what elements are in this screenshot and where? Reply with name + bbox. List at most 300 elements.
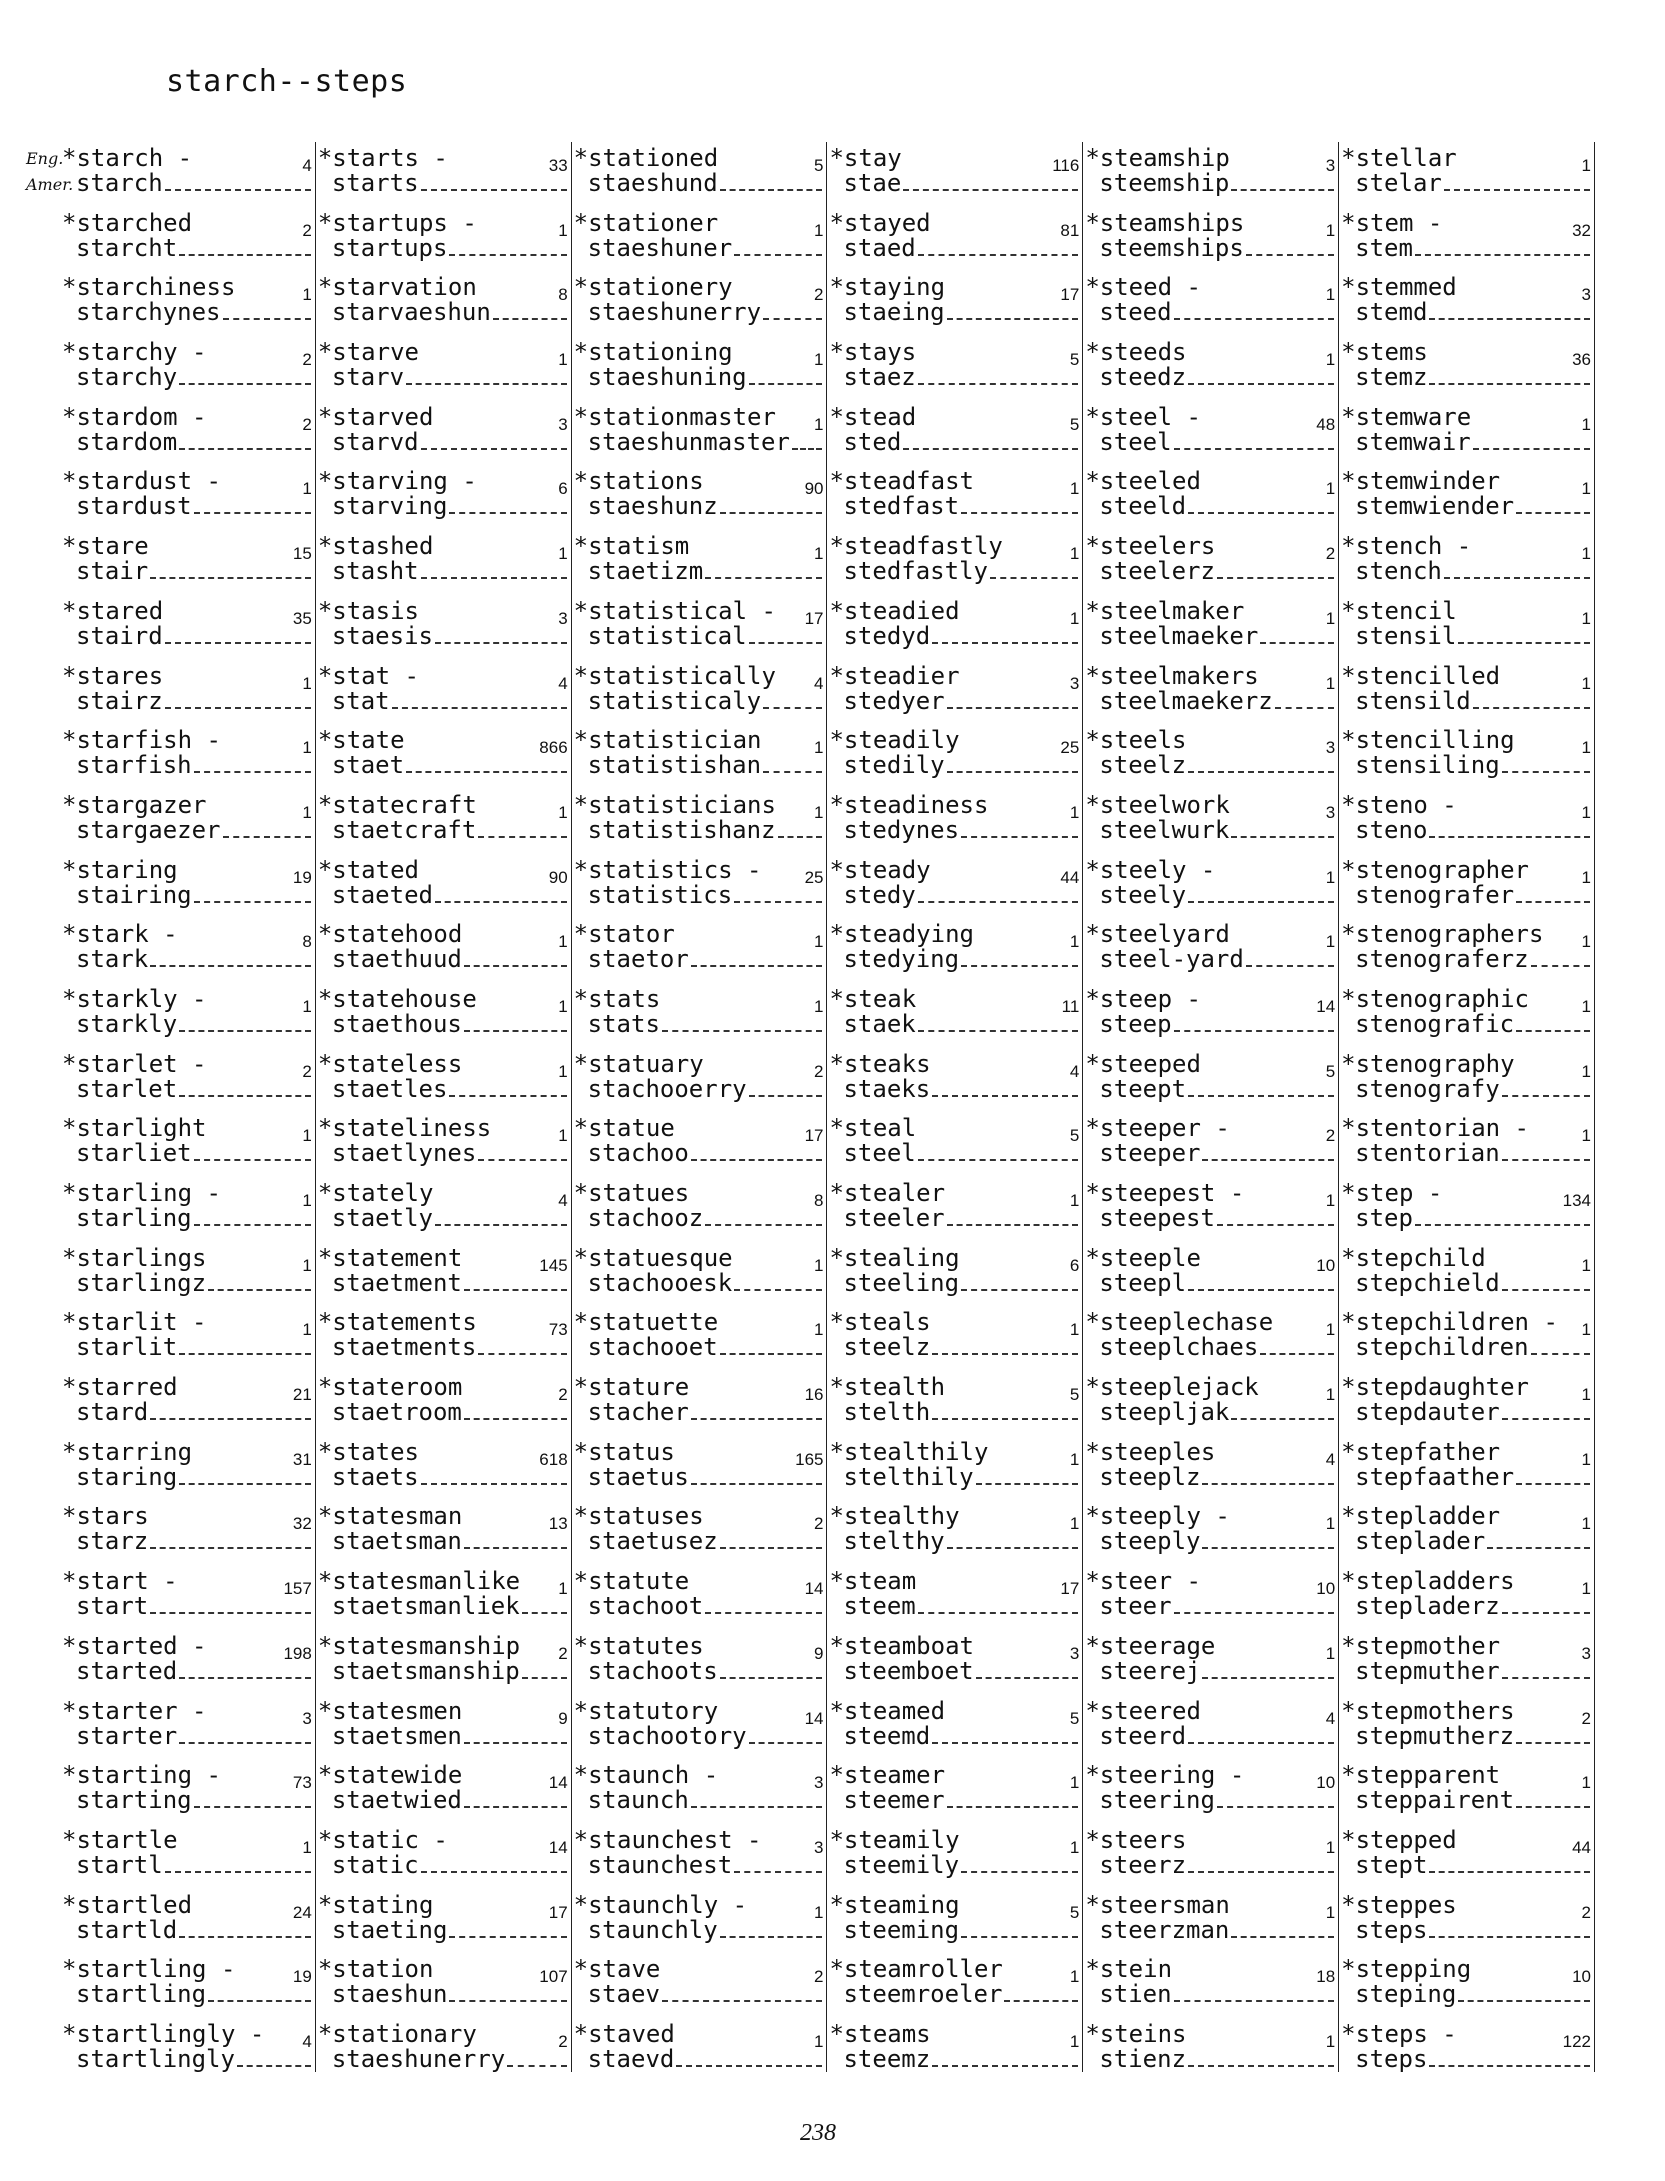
word-entry	[572, 1500, 828, 1565]
english-spelling: *stations	[573, 467, 704, 496]
dot-leader	[720, 1547, 823, 1549]
dot-leader	[464, 1289, 567, 1291]
frequency-count: 17	[804, 1126, 824, 1146]
frequency-count: 1	[558, 1061, 568, 1081]
english-spelling: *stemwinder	[1341, 467, 1501, 496]
frequency-count: 1	[1581, 414, 1591, 434]
frequency-count: 21	[292, 1385, 312, 1405]
frequency-count: 44	[1060, 867, 1080, 887]
dot-leader	[194, 512, 311, 514]
word-entry	[572, 2018, 828, 2072]
american-spelling: staetment	[331, 1268, 462, 1297]
dot-leader	[1188, 383, 1334, 385]
dot-leader	[1246, 965, 1334, 967]
english-spelling: *steer -	[1085, 1567, 1201, 1596]
english-spelling: *steeplejack	[1085, 1373, 1259, 1402]
english-spelling: *statisticians	[573, 790, 776, 819]
english-spelling: *statesman	[317, 1502, 463, 1531]
english-spelling: *statesmanship	[317, 1631, 521, 1660]
american-spelling-row	[829, 1656, 1080, 1685]
frequency-count: 2	[302, 1061, 312, 1081]
frequency-count: 2	[558, 2031, 568, 2051]
dot-leader	[961, 1871, 1078, 1873]
english-spelling: *steelmaker	[1085, 596, 1245, 625]
dot-leader	[961, 965, 1078, 967]
frequency-count: 1	[814, 932, 824, 952]
word-entry	[827, 207, 1083, 272]
american-spelling-row	[1341, 365, 1592, 390]
word-entry	[1339, 1953, 1595, 2018]
american-spelling-row	[62, 365, 313, 390]
american-spelling-row	[574, 1788, 825, 1813]
frequency-count: 1	[558, 802, 568, 822]
word-entry	[572, 1242, 828, 1307]
frequency-count: 10	[1316, 1773, 1336, 1793]
frequency-count: 24	[292, 1902, 312, 1922]
dot-leader	[932, 1095, 1078, 1097]
word-entry	[1083, 1177, 1339, 1242]
word-entry	[316, 271, 572, 336]
word-entry	[1083, 595, 1339, 660]
dot-leader	[961, 1289, 1078, 1291]
american-spelling: stats	[587, 1009, 660, 1038]
english-spelling: *start -	[62, 1567, 178, 1596]
frequency-count: 4	[558, 673, 568, 693]
word-entry	[60, 401, 316, 466]
frequency-count: 19	[292, 867, 312, 887]
word-entry	[316, 1306, 572, 1371]
american-spelling-row	[1341, 494, 1592, 519]
dot-leader	[778, 836, 823, 838]
american-spelling: staunchest	[587, 1850, 733, 1879]
english-spelling: *stemware	[1341, 402, 1472, 431]
american-spelling: stedy	[843, 880, 916, 909]
english-spelling: *stenography	[1341, 1049, 1515, 1078]
american-spelling-row	[1341, 686, 1592, 715]
american-spelling-row	[1341, 1594, 1592, 1619]
american-spelling-row	[62, 880, 313, 909]
english-spelling: *steppes	[1341, 1890, 1457, 1919]
english-spelling: *staunchest -	[573, 1825, 762, 1854]
dot-leader	[918, 1612, 1079, 1614]
american-spelling: stedfastly	[843, 557, 988, 586]
english-spelling: *starlit -	[62, 1308, 207, 1337]
english-spelling: *stead	[829, 402, 917, 431]
american-spelling-row	[574, 1335, 825, 1360]
american-spelling-row	[318, 621, 569, 650]
american-spelling: staetles	[331, 1074, 448, 1103]
american-spelling-row	[829, 2044, 1080, 2072]
english-spelling: *steely -	[1085, 855, 1216, 884]
american-spelling: steemz	[843, 2044, 931, 2072]
american-spelling: steppairent	[1355, 1786, 1515, 1815]
word-entry	[316, 789, 572, 854]
word-entry	[1083, 1630, 1339, 1695]
dot-leader	[932, 2065, 1078, 2067]
english-spelling: *statutory	[573, 1696, 719, 1725]
frequency-count: 145	[539, 1255, 568, 1275]
word-entry	[60, 1306, 316, 1371]
american-spelling-row	[62, 1141, 313, 1166]
spelling-legend	[26, 146, 74, 198]
american-spelling-row	[1085, 947, 1336, 972]
american-spelling: stepchildren	[1355, 1333, 1529, 1362]
english-spelling: *state	[317, 726, 405, 755]
dot-leader	[464, 1030, 567, 1032]
word-entry	[572, 207, 828, 272]
dot-leader	[1231, 1418, 1334, 1420]
word-entry	[1083, 1889, 1339, 1954]
word-entry	[1339, 336, 1595, 401]
dot-leader	[932, 1353, 1078, 1355]
american-spelling: starz	[76, 1527, 149, 1556]
word-entry	[827, 660, 1083, 725]
english-spelling: *stenographer	[1341, 855, 1529, 884]
english-spelling: *stepmothers	[1341, 1696, 1515, 1725]
dot-leader	[763, 318, 822, 320]
american-spelling-row	[1341, 1206, 1592, 1231]
american-spelling-row	[829, 1915, 1080, 1944]
word-entry	[1083, 1242, 1339, 1307]
english-spelling: *starlings	[62, 1243, 207, 1272]
american-spelling-row	[574, 1206, 825, 1231]
word-entry	[572, 401, 828, 466]
english-spelling: *stepped	[1341, 1825, 1457, 1854]
dot-leader	[179, 1677, 311, 1679]
word-entry	[316, 1112, 572, 1177]
american-spelling-row	[829, 1529, 1080, 1554]
english-spelling: *starring	[62, 1437, 193, 1466]
word-entry	[1339, 142, 1595, 207]
american-spelling-row	[574, 1656, 825, 1685]
frequency-count: 1	[1581, 996, 1591, 1016]
frequency-count: 1	[1581, 479, 1591, 499]
dot-leader	[749, 383, 823, 385]
dot-leader	[1188, 1871, 1334, 1873]
dot-leader	[918, 254, 1079, 256]
dot-leader	[947, 1224, 1079, 1226]
frequency-count: 1	[1069, 479, 1080, 499]
dot-leader	[449, 254, 566, 256]
american-spelling-row	[829, 1462, 1080, 1491]
american-spelling: stedynes	[843, 815, 960, 844]
american-spelling: stepmuther	[1355, 1656, 1500, 1685]
american-spelling: staeting	[331, 1915, 448, 1944]
dot-leader	[918, 1159, 1079, 1161]
word-entry	[1083, 918, 1339, 983]
word-entry	[572, 1112, 828, 1177]
word-entry	[60, 2018, 316, 2072]
american-spelling-row	[1085, 2044, 1336, 2072]
frequency-count: 5	[1069, 1126, 1080, 1146]
dot-leader	[1217, 1806, 1334, 1808]
frequency-count: 2	[558, 1643, 568, 1663]
word-entry	[316, 336, 572, 401]
frequency-count: 73	[548, 1320, 568, 1340]
frequency-count: 1	[814, 2031, 824, 2051]
frequency-count: 14	[548, 1837, 568, 1857]
frequency-count: 1	[1581, 867, 1591, 887]
american-spelling-row	[574, 880, 825, 909]
frequency-count: 157	[283, 1579, 312, 1599]
american-spelling-row	[318, 365, 569, 390]
frequency-count: 2	[302, 414, 312, 434]
english-spelling: *starvation	[317, 273, 477, 302]
frequency-count: 14	[548, 1773, 568, 1793]
dot-leader	[179, 254, 311, 256]
word-entry	[316, 1953, 572, 2018]
word-entry	[316, 1436, 572, 1501]
frequency-count: 4	[302, 2031, 312, 2051]
word-entry	[316, 595, 572, 660]
american-spelling: staetroom	[331, 1398, 462, 1427]
american-spelling: stachooerry	[587, 1074, 747, 1103]
american-spelling: sted	[843, 427, 902, 456]
american-spelling-row	[574, 947, 825, 972]
frequency-count: 1	[1069, 802, 1080, 822]
american-spelling: starch	[76, 169, 163, 197]
american-spelling-row	[1341, 1335, 1592, 1360]
american-spelling-row	[574, 427, 825, 456]
english-spelling: *starfish -	[62, 726, 221, 755]
word-entry	[1339, 1371, 1595, 1436]
american-spelling: stench	[1355, 557, 1442, 586]
american-spelling: steel	[843, 1139, 916, 1168]
word-entry	[1083, 1436, 1339, 1501]
frequency-count: 1	[302, 802, 312, 822]
frequency-count: 1	[1581, 1385, 1591, 1405]
frequency-count: 2	[814, 1061, 824, 1081]
word-entry	[60, 660, 316, 725]
english-spelling: *station	[317, 1955, 434, 1984]
word-entry	[1339, 207, 1595, 272]
english-spelling: *stellar	[1341, 144, 1457, 172]
english-spelling: *stasis	[317, 596, 419, 625]
word-entry	[827, 1371, 1083, 1436]
english-spelling: *stationery	[573, 273, 733, 302]
dot-leader	[421, 577, 567, 579]
frequency-count: 32	[292, 1514, 312, 1534]
frequency-count: 1	[558, 932, 568, 952]
frequency-count: 1	[1069, 1191, 1080, 1211]
frequency-count: 3	[1069, 673, 1080, 693]
american-spelling-row	[829, 1982, 1080, 2007]
word-entry	[316, 1500, 572, 1565]
dot-leader	[421, 448, 567, 450]
american-spelling: steely	[1099, 880, 1187, 909]
frequency-count: 107	[539, 1967, 568, 1987]
dot-leader	[961, 512, 1078, 514]
american-spelling-row	[1341, 300, 1592, 325]
frequency-count: 1	[1069, 932, 1080, 952]
word-entry	[572, 595, 828, 660]
english-spelling: *stentorian -	[1341, 1114, 1529, 1143]
frequency-count: 1	[558, 220, 568, 240]
word-entry	[572, 1048, 828, 1113]
american-spelling: stemwiender	[1355, 492, 1515, 521]
word-entry	[572, 1889, 828, 1954]
american-spelling-row	[829, 1850, 1080, 1879]
frequency-count: 5	[1069, 350, 1080, 370]
frequency-count: 2	[1581, 1708, 1591, 1728]
frequency-count: 1	[1325, 1837, 1336, 1857]
english-spelling: *stepparent	[1341, 1761, 1501, 1790]
american-spelling-row	[62, 1915, 313, 1944]
dot-leader	[1188, 1742, 1334, 1744]
american-spelling: staetsmen	[331, 1721, 462, 1750]
frequency-count: 1	[1069, 1449, 1080, 1469]
american-spelling: starchynes	[76, 298, 221, 327]
english-spelling: *statue	[573, 1114, 675, 1143]
american-spelling-row	[1085, 427, 1336, 456]
english-spelling: *stealing	[829, 1243, 960, 1272]
frequency-count: 2	[302, 220, 312, 240]
dot-leader	[1174, 2000, 1335, 2002]
dot-leader	[932, 1742, 1078, 1744]
dot-leader	[478, 1353, 566, 1355]
dot-leader	[918, 1030, 1079, 1032]
word-entry	[572, 530, 828, 595]
dot-leader	[676, 2065, 822, 2067]
american-spelling: start	[76, 1592, 149, 1621]
word-entry	[316, 401, 572, 466]
english-spelling: *statements	[317, 1308, 477, 1337]
american-spelling: starlit	[76, 1333, 178, 1362]
english-spelling: *steps -	[1341, 2019, 1457, 2048]
frequency-count: 2	[302, 350, 312, 370]
word-entry	[1339, 918, 1595, 983]
english-spelling: *stationmaster	[573, 402, 776, 431]
american-spelling: stair	[76, 557, 149, 586]
frequency-count: 1	[1581, 1126, 1591, 1146]
american-spelling-row	[62, 1721, 313, 1750]
american-spelling-row	[574, 815, 825, 844]
frequency-count: 1	[1325, 1320, 1336, 1340]
word-entry	[827, 1759, 1083, 1824]
american-spelling-row	[318, 233, 569, 262]
word-entry	[827, 983, 1083, 1048]
american-spelling-row	[318, 1915, 569, 1944]
dot-leader	[392, 707, 567, 709]
dot-leader	[763, 707, 822, 709]
english-spelling: *steam	[829, 1567, 917, 1596]
frequency-count: 16	[804, 1385, 824, 1405]
dot-leader	[1429, 836, 1590, 838]
dot-leader	[179, 448, 311, 450]
frequency-count: 1	[1581, 1773, 1591, 1793]
american-spelling-row	[829, 365, 1080, 390]
word-entry	[60, 789, 316, 854]
american-spelling: stensiling	[1355, 751, 1500, 780]
frequency-count: 17	[1060, 1579, 1080, 1599]
american-spelling-row	[318, 1721, 569, 1750]
english-spelling: *steeply -	[1085, 1502, 1230, 1531]
american-spelling-row	[318, 427, 569, 456]
frequency-count: 36	[1572, 350, 1591, 370]
american-spelling: stepfaather	[1355, 1462, 1515, 1491]
frequency-count: 1	[1581, 1579, 1591, 1599]
frequency-count: 1	[1581, 673, 1591, 693]
american-spelling: static	[331, 1850, 419, 1879]
american-spelling-row	[1341, 1788, 1592, 1813]
frequency-count: 1	[1581, 1320, 1591, 1340]
word-entry	[572, 1824, 828, 1889]
american-spelling: steemboet	[843, 1656, 974, 1685]
american-spelling: stien	[1099, 1980, 1172, 2009]
american-spelling: steemships	[1099, 233, 1244, 262]
american-spelling: stensild	[1355, 686, 1471, 715]
frequency-count: 14	[804, 1708, 824, 1728]
american-spelling: steemship	[1099, 169, 1230, 197]
dot-leader	[1202, 1483, 1334, 1485]
american-spelling-row	[1085, 1009, 1336, 1038]
english-spelling: *stealthily	[829, 1437, 989, 1466]
word-entry	[60, 983, 316, 1048]
frequency-count: 5	[1069, 414, 1080, 434]
english-spelling: *starkly -	[62, 984, 207, 1013]
english-spelling: *statuses	[573, 1502, 704, 1531]
frequency-count: 3	[1581, 1643, 1591, 1663]
american-spelling-row	[1085, 1656, 1336, 1685]
dot-leader	[1202, 1677, 1334, 1679]
american-spelling-row	[1341, 1074, 1592, 1103]
american-spelling: steemer	[843, 1786, 945, 1815]
american-spelling-row	[318, 1335, 569, 1360]
word-entry	[572, 1953, 828, 2018]
american-spelling-row	[574, 1982, 825, 2007]
dot-leader	[1473, 707, 1590, 709]
american-spelling-row	[829, 494, 1080, 519]
american-spelling: statistishanz	[587, 815, 776, 844]
frequency-count: 1	[1069, 1773, 1080, 1793]
word-entry	[827, 1112, 1083, 1177]
frequency-count: 8	[302, 932, 312, 952]
frequency-count: 31	[292, 1449, 312, 1469]
word-entry	[1339, 595, 1595, 660]
dot-leader	[1516, 1806, 1590, 1808]
frequency-count: 4	[1069, 1061, 1080, 1081]
american-spelling: staeshunerry	[331, 2044, 506, 2072]
english-spelling: *started -	[62, 1631, 207, 1660]
frequency-count: 3	[558, 414, 568, 434]
english-spelling: *stealthy	[829, 1502, 960, 1531]
american-spelling-row	[1341, 1400, 1592, 1425]
dot-leader	[435, 642, 567, 644]
american-spelling: staetcraft	[331, 815, 477, 844]
word-entry	[1339, 1889, 1595, 1954]
english-spelling: *stares	[62, 661, 164, 690]
english-spelling: *stem -	[1341, 208, 1443, 237]
frequency-count: 48	[1316, 414, 1336, 434]
dot-leader	[1188, 1289, 1334, 1291]
english-spelling: *steelers	[1085, 532, 1216, 561]
english-spelling: *starter -	[62, 1696, 207, 1725]
american-spelling: stenografy	[1355, 1074, 1500, 1103]
english-spelling: *stays	[829, 338, 917, 367]
frequency-count: 25	[1060, 738, 1080, 758]
word-entry	[1083, 1759, 1339, 1824]
american-spelling-row	[574, 300, 825, 325]
american-spelling-row	[318, 1594, 569, 1619]
english-spelling: *stepdaughter	[1341, 1373, 1529, 1402]
english-spelling: *staring	[62, 855, 178, 884]
american-spelling: stargaezer	[76, 815, 221, 844]
dot-leader	[720, 1677, 823, 1679]
frequency-count: 1	[1581, 802, 1591, 822]
dot-leader	[763, 771, 822, 773]
dot-leader	[1174, 318, 1335, 320]
word-entry	[572, 1695, 828, 1760]
